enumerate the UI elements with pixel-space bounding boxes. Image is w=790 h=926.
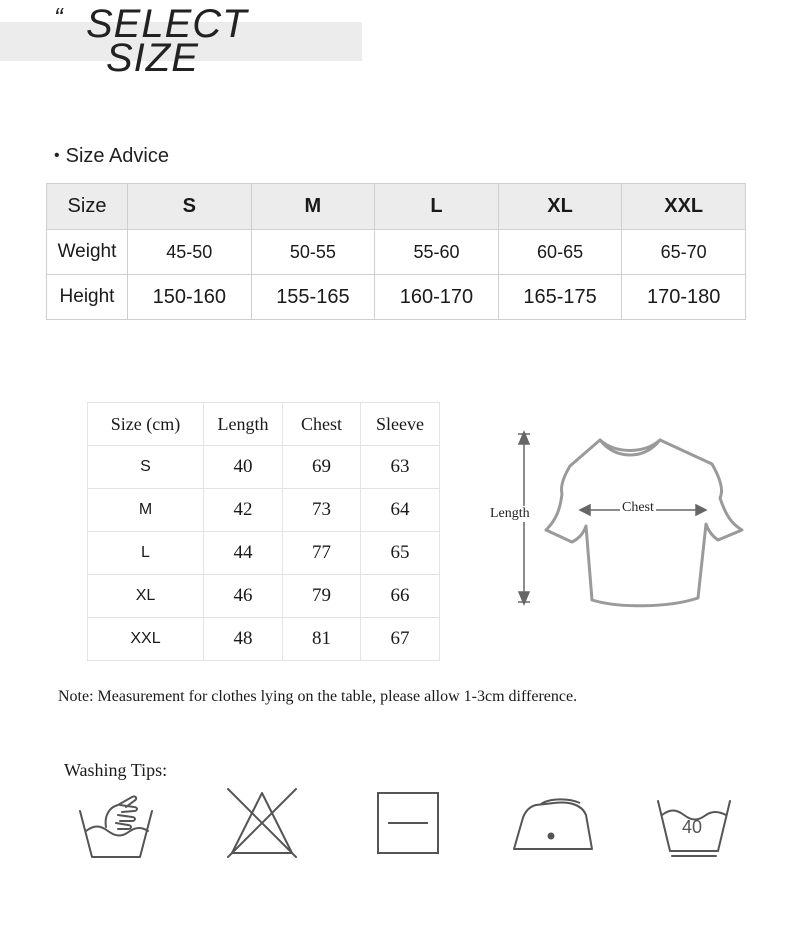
- sleeve-cell: 67: [361, 618, 440, 661]
- size-cell: S: [128, 184, 252, 230]
- size-advice-heading-text: Size Advice: [65, 145, 169, 167]
- sleeve-cell: 66: [361, 575, 440, 618]
- height-cell: 160-170: [375, 275, 499, 320]
- page-title-line2: SIZE: [106, 36, 199, 80]
- no-bleach-icon: [226, 785, 298, 859]
- chest-cell: 79: [283, 575, 361, 618]
- length-cell: 40: [204, 446, 283, 489]
- weight-cell: 60-65: [498, 230, 622, 275]
- table-row: [47, 230, 746, 275]
- length-cell: 46: [204, 575, 283, 618]
- dry-flat-icon: [376, 785, 440, 857]
- height-cell: 150-160: [128, 275, 252, 320]
- size-cell: S: [88, 446, 204, 489]
- column-header: Size (cm): [88, 403, 204, 446]
- measurement-table: [87, 402, 440, 661]
- washing-tips-heading: Washing Tips:: [64, 760, 168, 780]
- bullet-icon: •: [54, 147, 60, 164]
- table-row: [88, 403, 440, 446]
- size-cell: XXL: [622, 184, 746, 230]
- table-row: [88, 618, 440, 661]
- row-label-height: Height: [47, 275, 128, 320]
- table-row: [88, 489, 440, 532]
- sleeve-cell: 64: [361, 489, 440, 532]
- weight-cell: 55-60: [375, 230, 499, 275]
- table-row: [47, 275, 746, 320]
- size-cell: M: [88, 489, 204, 532]
- page-title-line1: SELECT: [86, 2, 248, 46]
- chest-cell: 73: [283, 489, 361, 532]
- table-row: [88, 575, 440, 618]
- column-header: Sleeve: [361, 403, 440, 446]
- size-cell: M: [251, 184, 375, 230]
- size-cell: XL: [88, 575, 204, 618]
- sleeve-cell: 63: [361, 446, 440, 489]
- height-cell: 165-175: [498, 275, 622, 320]
- size-advice-table: [46, 183, 746, 320]
- chest-cell: 69: [283, 446, 361, 489]
- measurement-note: Note: Measurement for clothes lying on the table, please allow 1-3cm difference.: [58, 688, 578, 705]
- length-cell: 44: [204, 532, 283, 575]
- column-header: Chest: [283, 403, 361, 446]
- size-cell: L: [88, 532, 204, 575]
- weight-cell: 65-70: [622, 230, 746, 275]
- chest-cell: 81: [283, 618, 361, 661]
- wash-40-icon: [654, 785, 734, 859]
- iron-low-icon: [510, 785, 596, 857]
- tshirt-diagram: [480, 420, 770, 620]
- size-cell: XXL: [88, 618, 204, 661]
- quote-mark: “: [54, 2, 63, 32]
- size-cell: XL: [498, 184, 622, 230]
- chest-cell: 77: [283, 532, 361, 575]
- length-label: Length: [490, 506, 530, 521]
- height-cell: 155-165: [251, 275, 375, 320]
- hand-wash-icon: [76, 785, 156, 861]
- weight-cell: 45-50: [128, 230, 252, 275]
- height-cell: 170-180: [622, 275, 746, 320]
- row-label-weight: Weight: [47, 230, 128, 275]
- weight-cell: 50-55: [251, 230, 375, 275]
- size-cell: L: [375, 184, 499, 230]
- sleeve-cell: 65: [361, 532, 440, 575]
- column-header: Length: [204, 403, 283, 446]
- wash-temperature-label: 40: [682, 817, 703, 837]
- length-cell: 48: [204, 618, 283, 661]
- row-label-size: Size: [47, 184, 128, 230]
- size-advice-heading: [54, 145, 169, 168]
- chest-label: Chest: [622, 500, 654, 515]
- length-cell: 42: [204, 489, 283, 532]
- table-row: [88, 532, 440, 575]
- table-row: [47, 184, 746, 230]
- table-row: [88, 446, 440, 489]
